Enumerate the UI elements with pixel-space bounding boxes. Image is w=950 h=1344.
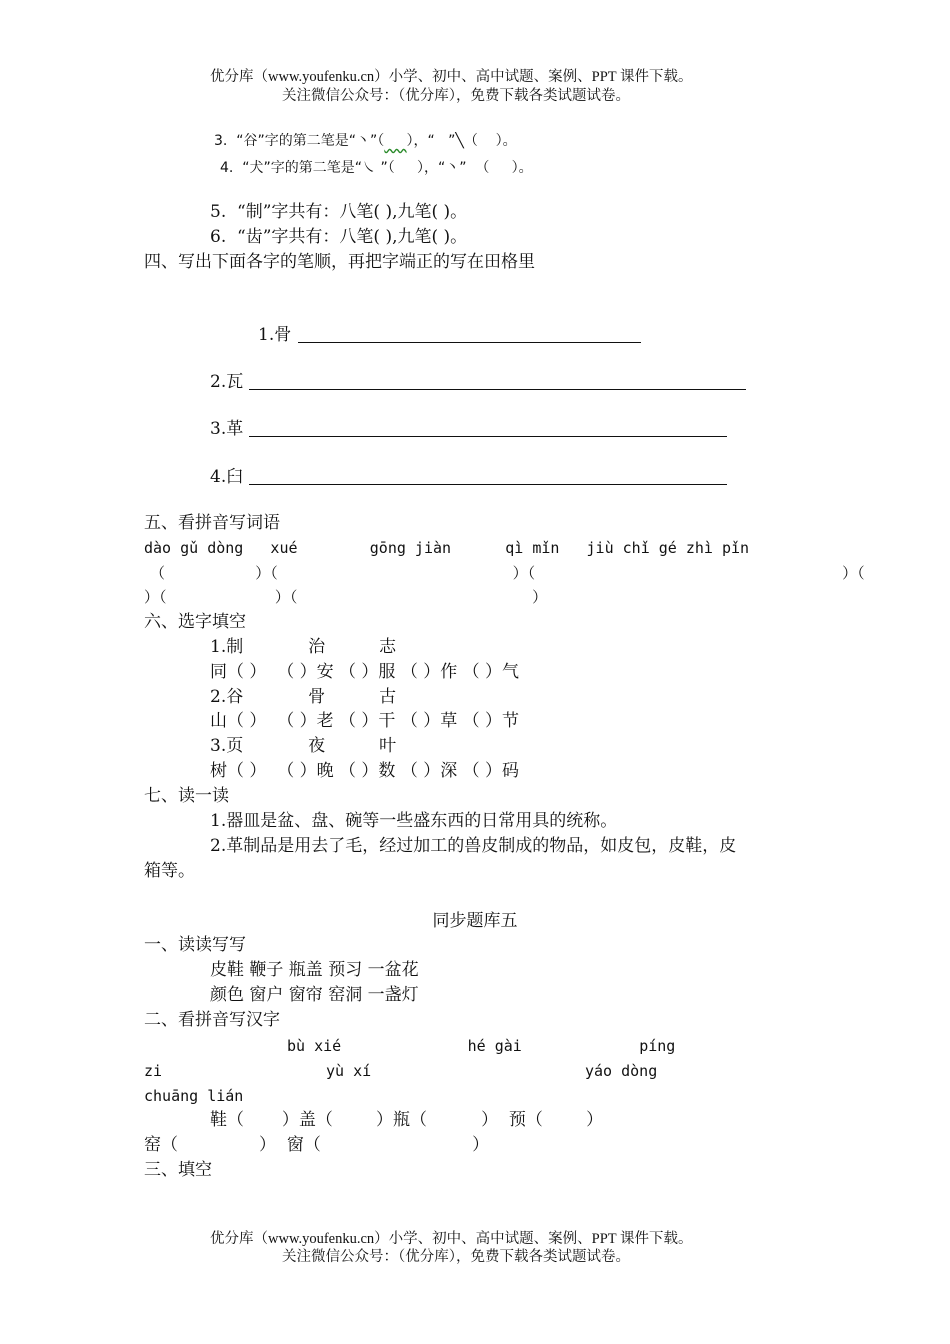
footer-line-2: 关注微信公众号：（优分库），免费下载各类试题试卷。 — [282, 1249, 630, 1265]
header-line-2: 关注微信公众号：（优分库），免费下载各类试题试卷。 — [282, 88, 630, 104]
section-5-answer-row-1: （ ）（ ）（ ）（ — [150, 564, 865, 582]
hanzi-answer-row-1: 鞋（ ）盖（ ）瓶（ ） 预（ ） — [210, 1110, 604, 1130]
stroke-item-1-line[interactable] — [298, 342, 641, 343]
pinyin-row-2-c: yáo dòng — [585, 1062, 658, 1080]
question-4: 4. “犬”字的第二笔是“㇏ ”（ ），“丶” （ ）。 — [220, 160, 533, 176]
hanzi-answer-row-2: 窑（ ） 窗（ ） — [144, 1135, 490, 1155]
pinyin-row-1: bù xié hé gài píng — [287, 1037, 676, 1055]
word-row-2: 颜色 窗户 窗帘 窑洞 一盏灯 — [210, 985, 419, 1005]
stroke-item-1-label: 1.骨 — [258, 325, 292, 345]
section-5-pinyin: dào gǔ dòng xué gōng jiàn qì mǐn jiù chǐ gé zhì pǐn — [144, 539, 750, 557]
section-4-title: 四、写出下面各字的笔顺，再把字端正的写在田格里 — [144, 252, 535, 272]
choice-group-3-row: 树（ ） （ ）晚 （ ）数 （ ）深 （ ）码 — [210, 761, 520, 781]
part-5-section-3-title: 三、填空 — [144, 1160, 212, 1180]
pinyin-row-3: chuāng lián — [144, 1087, 244, 1105]
stroke-item-2-label: 2.瓦 — [210, 372, 244, 392]
stroke-item-4-label: 4.臼 — [210, 467, 244, 487]
stroke-item-3-label: 3.革 — [210, 419, 244, 439]
part-5-section-2-title: 二、看拼音写汉字 — [144, 1010, 280, 1030]
pinyin-row-2-a: zi — [144, 1062, 163, 1080]
footer-line-1: 优分库（www.youfenku.cn）小学、初中、高中试题、案例、PPT 课件下载。 — [210, 1231, 693, 1247]
stroke-item-3-line[interactable] — [249, 436, 727, 437]
reading-line-2: 2.革制品是用去了毛，经过加工的兽皮制成的物品，如皮包，皮鞋，皮 — [210, 836, 737, 856]
section-7-title: 七、读一读 — [144, 786, 229, 806]
reading-line-3: 箱等。 — [144, 861, 195, 881]
part-5-section-1-title: 一、读读写写 — [144, 935, 246, 955]
choice-group-2-chars: 2.谷 骨 古 — [210, 687, 397, 707]
choice-group-1-chars: 1.制 治 志 — [210, 637, 397, 657]
choice-group-3-chars: 3.页 夜 叶 — [210, 736, 397, 756]
section-5-answer-row-2: ）（ ）（ ） — [144, 588, 548, 606]
section-5-title: 五、看拼音写词语 — [144, 513, 280, 533]
stroke-item-2-line[interactable] — [249, 389, 746, 390]
word-row-1: 皮鞋 鞭子 瓶盖 预习 一盆花 — [210, 960, 419, 980]
part-5-title: 同步题库五 — [432, 911, 518, 931]
header-line-1: 优分库（www.youfenku.cn）小学、初中、高中试题、案例、PPT 课件下载。 — [210, 69, 693, 85]
reading-line-1: 1.器皿是盆、盘、碗等一些盛东西的日常用具的统称。 — [210, 811, 618, 831]
stroke-item-4-line[interactable] — [249, 484, 727, 485]
choice-group-1-row: 同（ ） （ ）安 （ ）服 （ ）作 （ ）气 — [210, 662, 520, 682]
question-3: 3. “谷”字的第二笔是“丶”（ ），“ ”╲（ ）。 — [214, 133, 517, 149]
choice-group-2-row: 山（ ） （ ）老 （ ）干 （ ）草 （ ）节 — [210, 711, 520, 731]
question-5: 5. “制”字共有：八笔( ),九笔( )。 — [210, 202, 468, 222]
pinyin-row-2-b: yù xí — [326, 1062, 372, 1080]
question-6: 6. “齿”字共有：八笔( ),九笔( )。 — [210, 227, 468, 247]
section-6-title: 六、选字填空 — [144, 612, 246, 632]
